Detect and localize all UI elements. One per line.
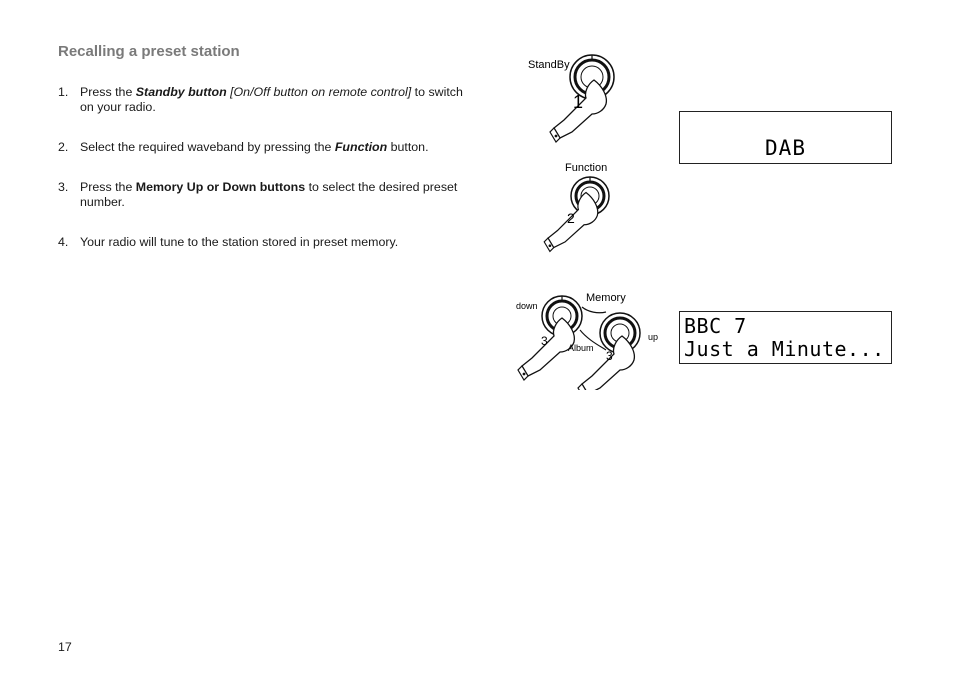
album-label: Album — [568, 343, 594, 353]
step-text-part: Your radio will tune to the station stored in preset memory. — [80, 235, 399, 249]
lcd-display-waveband — [679, 111, 892, 164]
step-text-part: Standby button — [135, 85, 227, 99]
function-step-number: 2 — [567, 210, 575, 226]
page-heading: Recalling a preset station — [58, 43, 240, 60]
step-text — [80, 85, 475, 115]
memory-label: Memory — [586, 292, 626, 304]
lcd-display-station — [679, 311, 892, 364]
up-label: up — [648, 332, 659, 342]
lcd-line-1: BBC 7 — [684, 314, 747, 338]
step-text-part: Function — [334, 140, 388, 154]
step-number: 2. — [58, 140, 69, 154]
step-number: 1. — [58, 85, 69, 99]
standby-label: StandBy — [528, 59, 570, 71]
step-number: 3. — [58, 180, 69, 194]
step-text-part: button. — [387, 140, 429, 154]
up-step-number: 3 — [606, 349, 613, 363]
down-step-number: 3 — [541, 334, 548, 348]
button-illustration — [510, 50, 670, 390]
step-text — [80, 180, 475, 210]
standby-step-number: 1 — [573, 92, 584, 112]
step-text-part: [On/Off button on remote control] — [226, 85, 412, 99]
step-text-part: Select the required waveband by pressing the — [80, 140, 335, 154]
step-text — [80, 140, 475, 155]
lcd-line-1: DAB — [765, 136, 806, 160]
lcd-line-2: Just a Minute... — [684, 337, 885, 361]
step-text-part: Press the — [80, 180, 136, 194]
step-text-part: Memory Up or Down buttons — [135, 180, 306, 194]
step-number: 4. — [58, 235, 69, 249]
function-button — [544, 177, 609, 251]
step-text-part: Press the — [80, 85, 136, 99]
down-label: down — [516, 301, 538, 311]
function-label: Function — [565, 162, 608, 174]
step-text-part: to switch on your radio. — [80, 85, 463, 114]
step-text-part: to select the desired preset number. — [80, 180, 458, 209]
page-number: 17 — [58, 640, 72, 654]
step-text — [80, 235, 475, 250]
